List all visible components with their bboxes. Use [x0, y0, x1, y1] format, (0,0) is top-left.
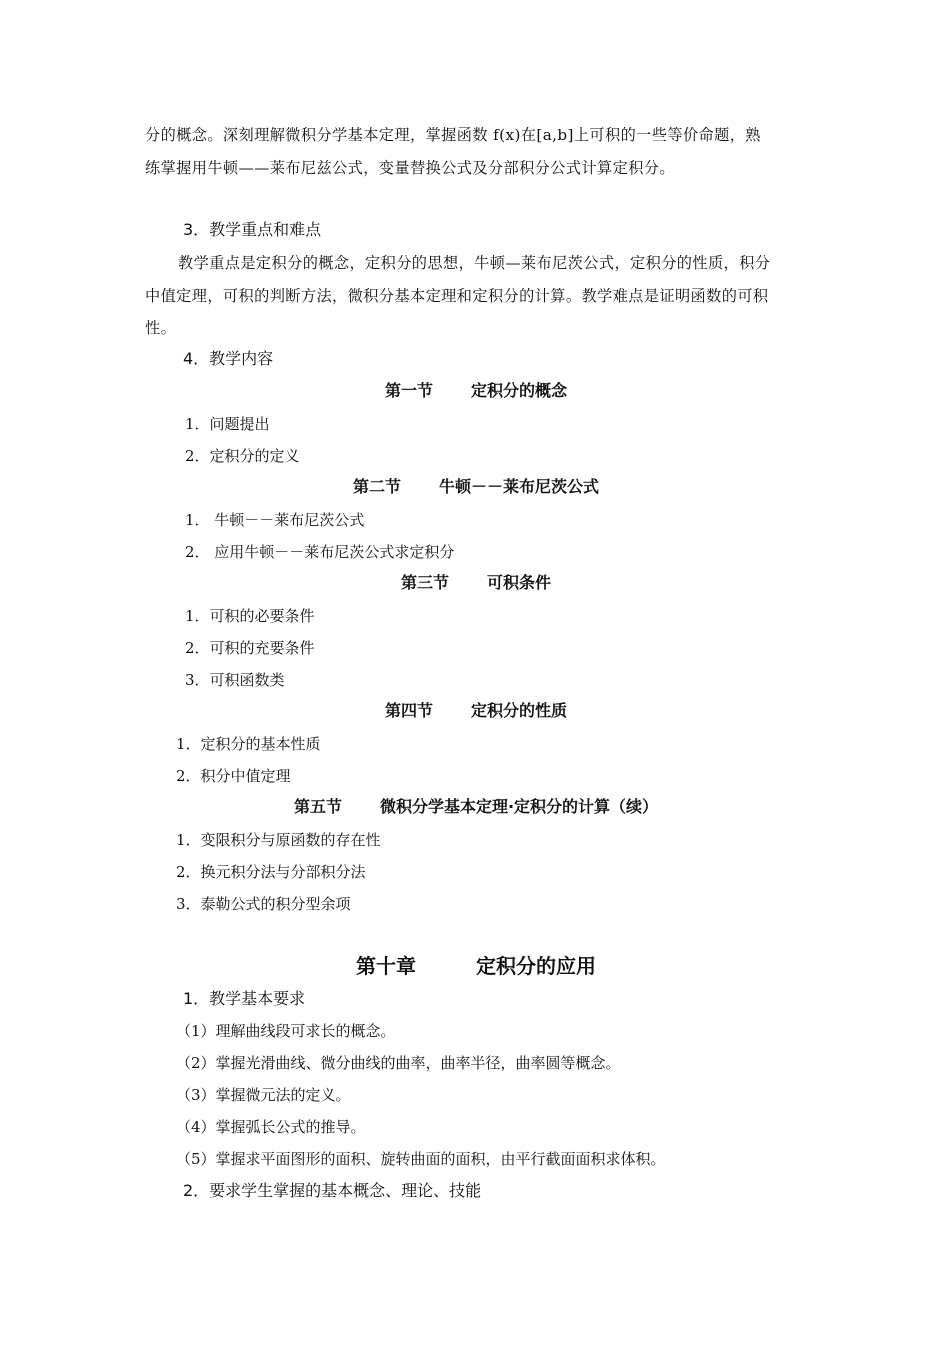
chapter-number: 第十章 — [356, 954, 416, 978]
requirement-item: （2）掌握光滑曲线、微分曲线的曲率，曲率半径，曲率圆等概念。 — [176, 1054, 621, 1072]
list-item: 1．可积的必要条件 — [185, 607, 315, 625]
section-name: 牛顿－－莱布尼茨公式 — [439, 477, 600, 496]
key-points-heading: 3．教学重点和难点 — [183, 220, 322, 239]
requirement-item: （3）掌握微元法的定义。 — [176, 1086, 351, 1104]
list-item: 3．泰勒公式的积分型余项 — [176, 895, 351, 913]
content-heading: 4．教学内容 — [183, 349, 274, 368]
concepts-heading: 2．要求学生掌握的基本概念、理论、技能 — [183, 1181, 482, 1200]
key-points-line-2: 中值定理，可积的判断方法，微积分基本定理和定积分的计算。教学难点是证明函数的可积 — [145, 287, 769, 305]
section-number: 第一节 — [384, 381, 433, 400]
chapter-title — [0, 953, 952, 979]
intro-line-2: 练掌握用牛顿——莱布尼兹公式，变量替换公式及分部积分公式计算定积分。 — [145, 159, 675, 177]
list-item: 2． 应用牛顿－－莱布尼茨公式求定积分 — [185, 543, 455, 561]
list-item: 1．问题提出 — [185, 415, 270, 433]
section-name: 定积分的性质 — [471, 701, 568, 720]
section-number: 第三节 — [400, 573, 449, 592]
key-points-line-1: 教学重点是定积分的概念，定积分的思想，牛顿—莱布尼茨公式，定积分的性质，积分 — [178, 254, 771, 272]
requirement-item: （5）掌握求平面图形的面积、旋转曲面的面积，由平行截面面积求体积。 — [176, 1150, 666, 1168]
section-title — [0, 381, 952, 401]
requirement-item: （4）掌握弧长公式的推导。 — [176, 1118, 366, 1136]
section-title — [0, 797, 952, 817]
section-title — [0, 573, 952, 593]
chapter-name: 定积分的应用 — [476, 954, 596, 978]
list-item: 2．换元积分法与分部积分法 — [176, 863, 366, 881]
section-name: 微积分学基本定理·定积分的计算（续） — [379, 797, 659, 816]
list-item: 2．定积分的定义 — [185, 447, 300, 465]
list-item: 3．可积函数类 — [185, 671, 285, 689]
key-points-line-3: 性。 — [145, 319, 177, 337]
list-item: 2．积分中值定理 — [176, 767, 291, 785]
list-item: 1．定积分的基本性质 — [176, 735, 321, 753]
section-title — [0, 701, 952, 721]
section-number: 第二节 — [352, 477, 401, 496]
requirement-item: （1）理解曲线段可求长的概念。 — [176, 1022, 396, 1040]
intro-line-1: 分的概念。深刻理解微积分学基本定理，掌握函数 f(x)在[a,b]上可积的一些等价命题，熟 — [145, 126, 761, 144]
section-number: 第五节 — [293, 797, 342, 816]
requirements-heading: 1．教学基本要求 — [183, 989, 306, 1008]
section-number: 第四节 — [384, 701, 433, 720]
section-name: 定积分的概念 — [471, 381, 568, 400]
list-item: 2．可积的充要条件 — [185, 639, 315, 657]
list-item: 1． 牛顿－－莱布尼茨公式 — [185, 511, 365, 529]
list-item: 1．变限积分与原函数的存在性 — [176, 831, 381, 849]
section-name: 可积条件 — [487, 573, 552, 592]
section-title — [0, 477, 952, 497]
